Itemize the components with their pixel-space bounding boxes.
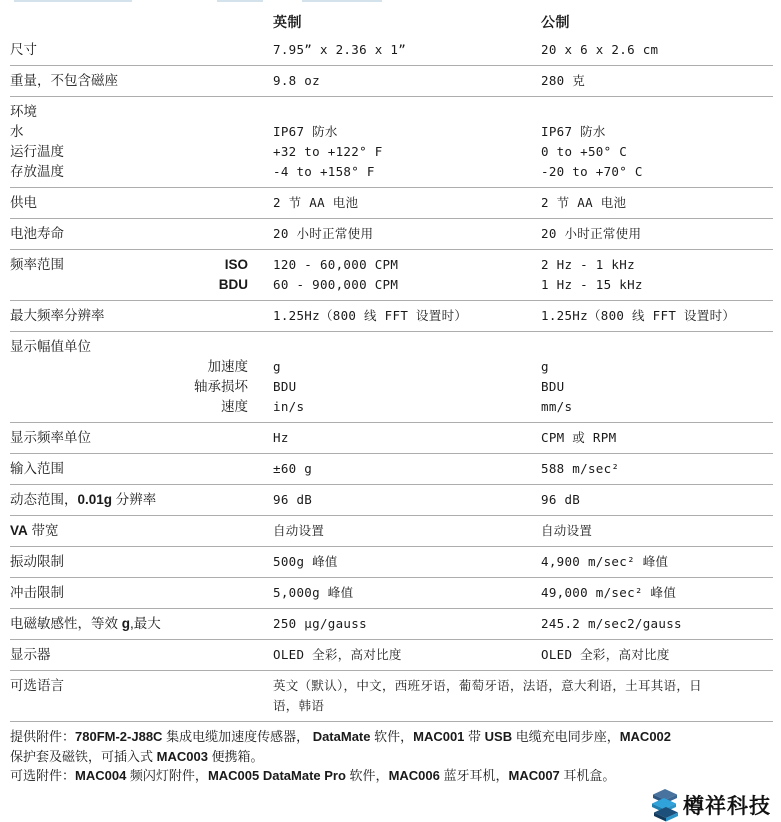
label-text xyxy=(10,306,105,326)
sub-label-text xyxy=(225,255,248,275)
label-text xyxy=(10,162,64,182)
value-line: 2 Hz - 1 kHz xyxy=(541,257,635,272)
value-line: OLED 全彩，高对比度 xyxy=(273,647,402,662)
row-value-imperial xyxy=(273,102,541,182)
text-segment: 可选附件： xyxy=(10,768,76,783)
value-line: OLED 全彩，高对比度 xyxy=(541,647,670,662)
row-label xyxy=(10,193,273,213)
row-label xyxy=(10,459,273,479)
text-segment: 软件， xyxy=(345,768,389,783)
label-line xyxy=(10,306,248,326)
label-text xyxy=(10,337,91,357)
value-line: 96 dB xyxy=(541,492,581,507)
clipped-fragment xyxy=(217,0,263,2)
value-line: g xyxy=(541,359,549,374)
label-line xyxy=(10,676,248,696)
value-line: 280 克 xyxy=(541,73,586,88)
value-line: 语，韩语 xyxy=(273,698,325,713)
row-value-metric xyxy=(541,459,773,479)
value-line: 4,900 m/sec² 峰值 xyxy=(541,554,669,569)
spec-row-display-frequency-units xyxy=(10,423,773,454)
label-line xyxy=(10,377,248,397)
label-line xyxy=(10,71,248,91)
label-line xyxy=(10,521,248,541)
value-line: 2 节 AA 电池 xyxy=(541,195,627,210)
label-line xyxy=(10,490,248,510)
text-segment: 0.01g xyxy=(77,492,113,507)
value-line: BDU xyxy=(541,379,565,394)
value-line: 自动设置 xyxy=(541,523,593,538)
sub-label-text xyxy=(221,397,248,417)
spec-row-weight xyxy=(10,66,773,97)
label-line xyxy=(10,193,248,213)
value-line: 20 小时正常使用 xyxy=(273,226,374,241)
value-line: 588 m/sec² xyxy=(541,461,620,476)
spec-row-dimensions xyxy=(10,35,773,66)
row-value-imperial xyxy=(273,224,541,244)
row-label xyxy=(10,676,273,696)
text-segment: 振动限制 xyxy=(10,554,64,569)
text-segment: 频闪灯附件， xyxy=(126,768,208,783)
value-line: 1 Hz - 15 kHz xyxy=(541,277,643,292)
label-text xyxy=(10,676,64,696)
label-text xyxy=(10,614,161,634)
clipped-fragment xyxy=(14,0,132,2)
text-segment: 最大频率分辨率 xyxy=(10,308,105,323)
value-line: 20 小时正常使用 xyxy=(541,226,642,241)
row-label xyxy=(10,255,273,295)
row-value-imperial xyxy=(273,40,541,60)
column-header-imperial: 英制 xyxy=(273,14,302,30)
row-value-imperial xyxy=(273,614,541,634)
row-value-metric xyxy=(541,224,773,244)
label-text xyxy=(10,583,64,603)
row-value-imperial xyxy=(273,459,541,479)
spec-row-battery-life xyxy=(10,219,773,250)
label-line xyxy=(10,614,248,634)
value-line: g xyxy=(273,359,281,374)
value-line: in/s xyxy=(273,399,305,414)
text-segment: MAC002 xyxy=(619,729,672,744)
label-text xyxy=(10,193,37,213)
label-line xyxy=(10,337,248,357)
text-segment: 水 xyxy=(10,124,24,139)
spec-table xyxy=(10,4,773,722)
logo-book-stack-icon xyxy=(646,789,682,822)
text-segment: 尺寸 xyxy=(10,42,37,57)
value-line: 96 dB xyxy=(273,492,313,507)
value-line: 英文（默认），中文，西班牙语，葡萄牙语，法语，意大利语，土耳其语，日 xyxy=(273,678,702,693)
row-label xyxy=(10,490,273,510)
label-line xyxy=(10,224,248,244)
label-line xyxy=(10,459,248,479)
spec-row-display xyxy=(10,640,773,671)
label-text xyxy=(10,71,118,91)
label-text xyxy=(10,521,59,541)
value-line: ±60 g xyxy=(273,461,313,476)
label-line xyxy=(10,255,248,275)
text-segment: 电磁敏感性，等效 xyxy=(10,616,122,631)
label-line xyxy=(10,275,248,295)
row-label xyxy=(10,337,273,417)
text-segment: 显示幅值单位 xyxy=(10,339,91,354)
value-line: Hz xyxy=(273,430,289,445)
value-line: BDU xyxy=(273,379,297,394)
text-segment: USB xyxy=(484,729,513,744)
row-value-imperial xyxy=(273,428,541,448)
clipped-fragment xyxy=(302,0,382,2)
text-segment: 存放温度 xyxy=(10,164,64,179)
text-segment: ,最大 xyxy=(130,616,161,631)
row-value-metric xyxy=(541,40,773,60)
label-line xyxy=(10,583,248,603)
value-line: IP67 防水 xyxy=(541,124,606,139)
spec-row-environment xyxy=(10,97,773,188)
row-value-metric xyxy=(541,306,773,326)
value-line xyxy=(273,102,541,122)
text-segment: 便携箱。 xyxy=(207,748,264,764)
row-label xyxy=(10,71,273,91)
accessories-notes xyxy=(10,722,773,786)
text-segment: 环境 xyxy=(10,104,37,119)
text-segment: 加速度 xyxy=(207,359,248,374)
row-value-metric xyxy=(541,255,773,295)
text-segment: 带宽 xyxy=(27,523,59,538)
text-segment: 输入范围 xyxy=(10,461,64,476)
text-segment: ISO xyxy=(224,257,248,272)
sub-label-text xyxy=(208,357,249,377)
value-line: 1.25Hz（800 线 FFT 设置时） xyxy=(541,308,736,323)
text-segment: 速度 xyxy=(221,399,248,414)
value-line: mm/s xyxy=(541,399,573,414)
row-label xyxy=(10,521,273,541)
value-line xyxy=(273,337,541,357)
footer-note-line xyxy=(10,766,773,786)
value-line: 7.95” x 2.36 x 1” xyxy=(273,42,407,57)
value-line: 9.8 oz xyxy=(273,73,320,88)
value-line: 5,000g 峰值 xyxy=(273,585,354,600)
text-segment: 电缆充电同步座， xyxy=(512,729,620,744)
text-segment: 电池寿命 xyxy=(10,226,64,241)
label-text xyxy=(10,428,91,448)
text-segment: 带 xyxy=(464,729,485,744)
spec-row-power xyxy=(10,188,773,219)
text-segment: 软件， xyxy=(370,729,414,744)
row-label xyxy=(10,552,273,572)
label-text xyxy=(10,40,37,60)
row-value-metric xyxy=(541,490,773,510)
footer-note-line xyxy=(10,727,773,747)
label-text xyxy=(10,490,156,510)
row-value-imperial xyxy=(273,521,541,541)
label-line xyxy=(10,357,248,377)
label-text xyxy=(10,552,64,572)
text-segment: 重量，不包含磁座 xyxy=(10,73,118,88)
row-label xyxy=(10,645,273,665)
label-line xyxy=(10,122,248,142)
row-value-metric xyxy=(541,193,773,213)
row-value-imperial xyxy=(273,337,541,417)
text-segment: MAC005 DataMate Pro xyxy=(207,768,346,783)
row-label xyxy=(10,428,273,448)
row-value-imperial xyxy=(273,306,541,326)
label-line xyxy=(10,428,248,448)
value-line: 245.2 m/sec2/gauss xyxy=(541,616,682,631)
text-segment: 提供附件： xyxy=(10,729,76,744)
label-line xyxy=(10,102,248,122)
text-segment: 耳机盒。 xyxy=(559,768,616,783)
text-segment: 冲击限制 xyxy=(10,585,64,600)
text-segment: MAC007 xyxy=(508,768,560,783)
text-segment: 显示频率单位 xyxy=(10,430,91,445)
value-line: +32 to +122° F xyxy=(273,144,383,159)
label-line xyxy=(10,552,248,572)
row-value-metric xyxy=(541,552,773,572)
label-text xyxy=(10,224,64,244)
value-line: 49,000 m/sec² 峰值 xyxy=(541,585,677,600)
row-value-imperial xyxy=(273,490,541,510)
text-segment: MAC004 xyxy=(75,768,127,783)
row-label xyxy=(10,583,273,603)
spec-row-languages xyxy=(10,671,773,722)
text-segment: 显示器 xyxy=(10,647,51,662)
row-label xyxy=(10,614,273,634)
label-text xyxy=(10,142,64,162)
spec-row-shock-limit xyxy=(10,578,773,609)
value-line xyxy=(541,337,773,357)
column-header-metric: 公制 xyxy=(541,14,570,30)
row-value-imperial xyxy=(273,552,541,572)
text-segment: 保护套及磁铁，可插入式 xyxy=(10,748,157,764)
label-line xyxy=(10,645,248,665)
value-line: 60 - 900,000 CPM xyxy=(273,277,399,292)
text-segment: MAC006 xyxy=(388,768,440,783)
text-segment: 可选语言 xyxy=(10,678,64,693)
value-line: 1.25Hz（800 线 FFT 设置时） xyxy=(273,308,468,323)
spec-row-emi-sensitivity xyxy=(10,609,773,640)
row-label xyxy=(10,306,273,326)
label-text xyxy=(10,255,64,275)
label-text xyxy=(10,122,24,142)
value-line xyxy=(541,102,773,122)
row-value-metric xyxy=(541,337,773,417)
label-line xyxy=(10,397,248,417)
spec-row-display-amplitude-units xyxy=(10,332,773,423)
value-line: 120 - 60,000 CPM xyxy=(273,257,399,272)
sub-label-text xyxy=(194,377,248,397)
spec-row-va-bandwidth xyxy=(10,516,773,547)
value-line: 20 x 6 x 2.6 cm xyxy=(541,42,659,57)
text-segment: 集成电缆加速度传感器， xyxy=(162,729,313,744)
row-value-imperial xyxy=(273,71,541,91)
row-value-metric xyxy=(541,614,773,634)
label-line xyxy=(10,162,248,182)
row-value-imperial xyxy=(273,583,541,603)
text-segment: 频率范围 xyxy=(10,257,64,272)
text-segment: MAC003 xyxy=(156,748,208,764)
text-segment: 蓝牙耳机， xyxy=(439,768,509,783)
spec-row-input-range xyxy=(10,454,773,485)
value-line: CPM 或 RPM xyxy=(541,430,617,445)
row-value-metric xyxy=(541,521,773,541)
spec-row-vibration-limit xyxy=(10,547,773,578)
row-value-metric xyxy=(541,645,773,665)
value-line: 自动设置 xyxy=(273,523,325,538)
text-segment: 运行温度 xyxy=(10,144,64,159)
label-text xyxy=(10,102,37,122)
sub-label-text xyxy=(219,275,248,295)
row-value-imperial xyxy=(273,255,541,295)
label-line xyxy=(10,142,248,162)
table-header-row xyxy=(10,4,773,35)
row-value-imperial xyxy=(273,645,541,665)
text-segment: 动态范围， xyxy=(10,492,78,507)
footer-note-line xyxy=(10,747,773,767)
spec-row-frequency-range xyxy=(10,250,773,301)
row-label xyxy=(10,224,273,244)
text-segment: 780FM-2-J88C xyxy=(75,729,163,744)
row-value-metric xyxy=(541,428,773,448)
row-value-metric xyxy=(541,102,773,182)
text-segment: VA xyxy=(10,523,28,538)
value-line: 0 to +50° C xyxy=(541,144,628,159)
spec-row-dynamic-range xyxy=(10,485,773,516)
value-line: -4 to +158° F xyxy=(273,164,375,179)
text-segment: g xyxy=(121,616,131,631)
text-segment: 供电 xyxy=(10,195,37,210)
text-segment: 轴承损坏 xyxy=(194,379,248,394)
label-line xyxy=(10,40,248,60)
value-line: IP67 防水 xyxy=(273,124,338,139)
value-line: 250 μg/gauss xyxy=(273,616,367,631)
text-segment: DataMate xyxy=(312,729,371,744)
label-text xyxy=(10,459,64,479)
text-segment: MAC001 xyxy=(413,729,465,744)
text-segment: BDU xyxy=(218,277,248,292)
clipped-text-artifact xyxy=(12,0,392,2)
row-label xyxy=(10,40,273,60)
logo-text: 樽祥科技 xyxy=(683,795,771,818)
row-value-metric xyxy=(541,583,773,603)
row-value-metric xyxy=(541,71,773,91)
vendor-logo xyxy=(10,789,773,822)
row-value-imperial xyxy=(273,193,541,213)
spec-row-max-frequency-resolution xyxy=(10,301,773,332)
value-line: 2 节 AA 电池 xyxy=(273,195,359,210)
text-segment: 分辨率 xyxy=(112,492,157,507)
value-line: -20 to +70° C xyxy=(541,164,643,179)
row-label xyxy=(10,102,273,182)
table-body xyxy=(10,35,773,722)
row-value-span xyxy=(273,676,773,716)
label-text xyxy=(10,645,51,665)
value-line: 500g 峰值 xyxy=(273,554,338,569)
